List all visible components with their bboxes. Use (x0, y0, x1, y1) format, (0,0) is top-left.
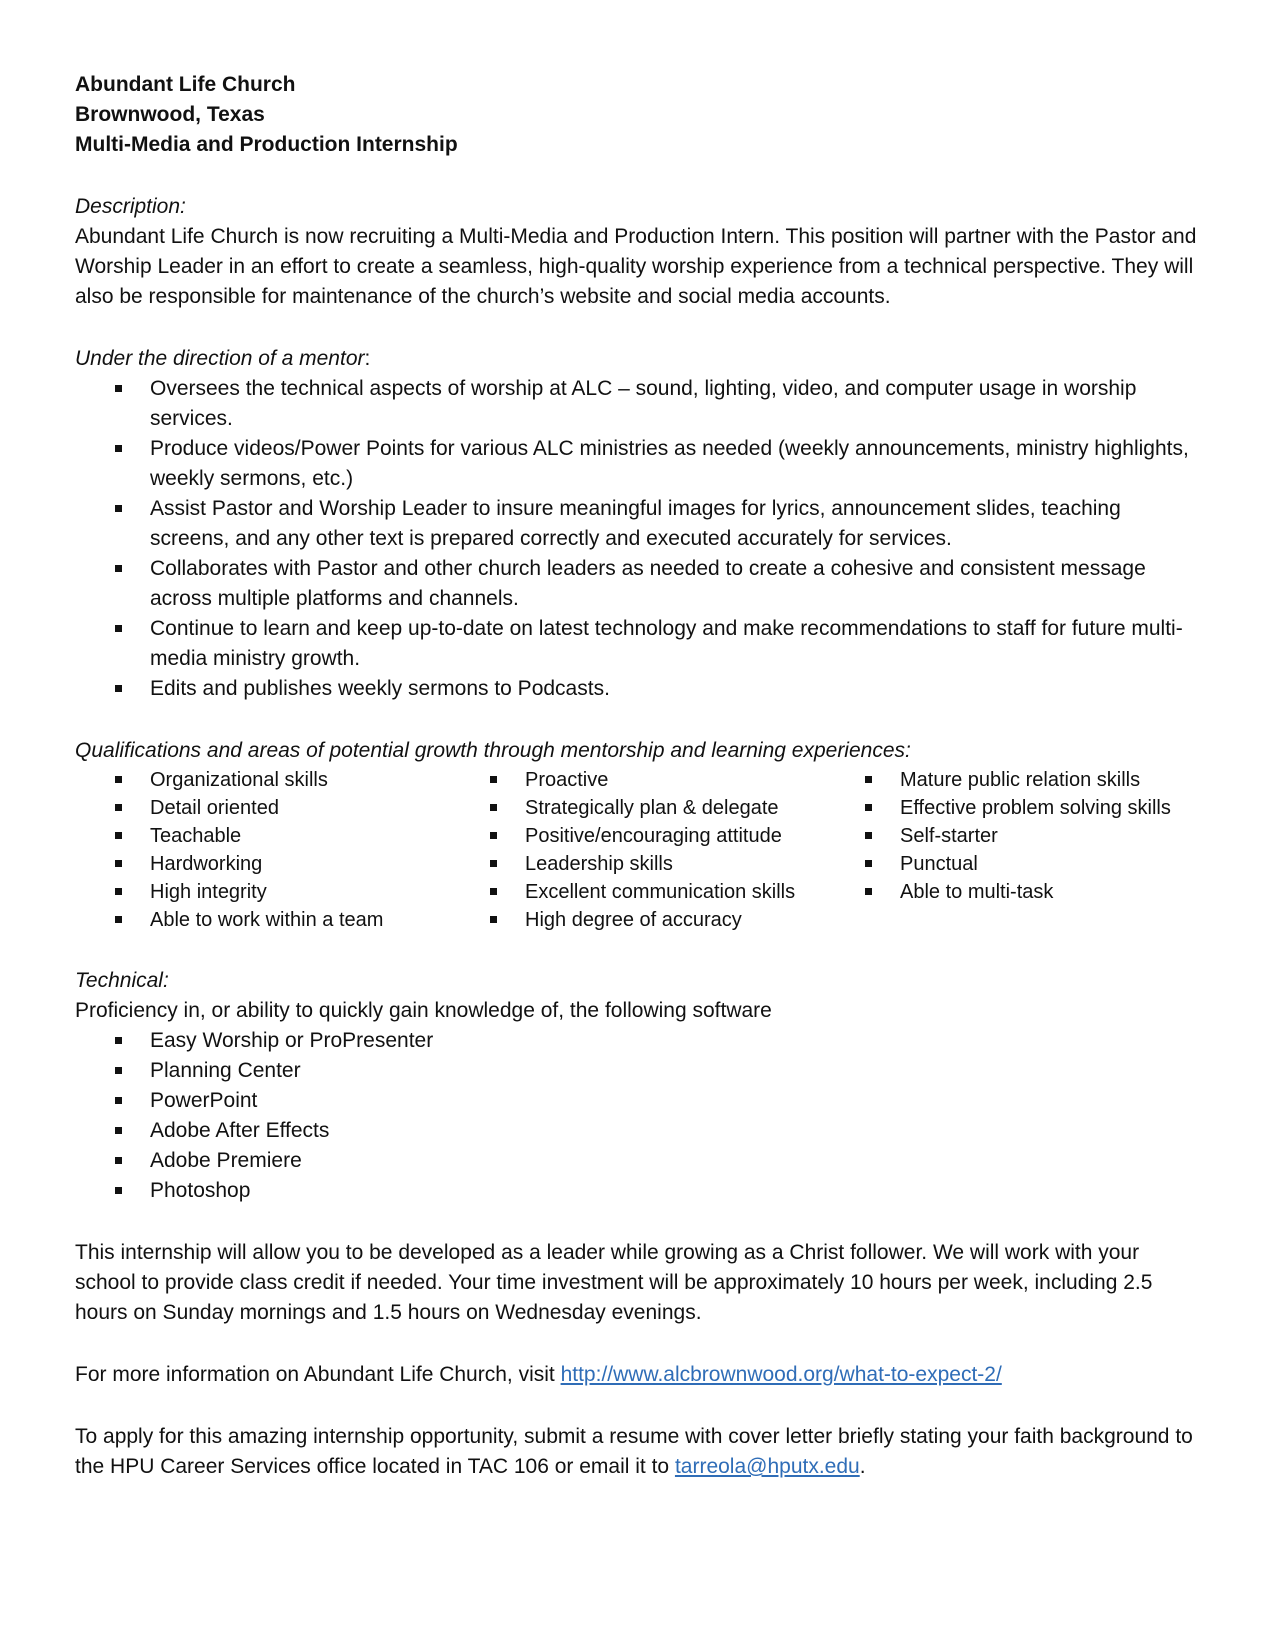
list-item: Able to work within a team (75, 906, 450, 934)
internship-title: Multi-Media and Production Internship (75, 133, 458, 156)
church-location: Brownwood, Texas (75, 103, 265, 126)
technical-section (75, 966, 1205, 1206)
description-section (75, 192, 1205, 312)
list-item: Adobe Premiere (75, 1146, 1205, 1176)
list-item: Continue to learn and keep up-to-date on latest technology and make recommendations to staff for future multi-media ministry growth. (75, 614, 1205, 674)
apply-text: To apply for this amazing internship opportunity, submit a resume with cover letter briefly stating your faith background to the HPU Career Services office located in TAC 106 or email it to (75, 1425, 1193, 1478)
closing-paragraph: This internship will allow you to be developed as a leader while growing as a Christ follower. We will work with your school to provide class credit if needed. Your time investment will be approximately 10 hours per week, including 2.5 hours on Sunday mornings and 1.5 hours on Wednesday evenings. (75, 1241, 1153, 1324)
info-paragraph (75, 1360, 1205, 1390)
list-item: High integrity (75, 878, 450, 906)
website-link[interactable]: http://www.alcbrownwood.org/what-to-expect-2/ (560, 1363, 1002, 1386)
mentor-list (75, 374, 1205, 704)
list-item: Positive/encouraging attitude (450, 822, 825, 850)
document-header (75, 70, 1205, 160)
list-item: Self-starter (825, 822, 1205, 850)
list-item: Oversees the technical aspects of worship at ALC – sound, lighting, video, and computer usage in worship services. (75, 374, 1205, 434)
list-item: Excellent communication skills (450, 878, 825, 906)
list-item: Strategically plan & delegate (450, 794, 825, 822)
list-item: Adobe After Effects (75, 1116, 1205, 1146)
list-item: Collaborates with Pastor and other church leaders as needed to create a cohesive and consistent message across multiple platforms and channels. (75, 554, 1205, 614)
list-item: High degree of accuracy (450, 906, 825, 934)
list-item: Able to multi-task (825, 878, 1205, 906)
email-link[interactable]: tarreola@hputx.edu (674, 1455, 860, 1478)
technical-label: Technical: (75, 969, 169, 992)
qualifications-column-2 (450, 766, 825, 934)
church-name: Abundant Life Church (75, 73, 296, 96)
list-item: PowerPoint (75, 1086, 1205, 1116)
software-list (75, 1026, 1205, 1206)
qualifications-section (75, 736, 1205, 934)
apply-suffix: . (859, 1455, 866, 1478)
list-item: Punctual (825, 850, 1205, 878)
list-item: Teachable (75, 822, 450, 850)
qualifications-column-3 (825, 766, 1205, 934)
list-item: Produce videos/Power Points for various ALC ministries as needed (weekly announcements, ministry highlights, weekly sermons, etc.) (75, 434, 1205, 494)
list-item: Detail oriented (75, 794, 450, 822)
qualifications-columns (75, 766, 1205, 934)
list-item: Effective problem solving skills (825, 794, 1205, 822)
list-item: Mature public relation skills (825, 766, 1205, 794)
list-item: Organizational skills (75, 766, 450, 794)
list-item: Assist Pastor and Worship Leader to insure meaningful images for lyrics, announcement slides, teaching screens, and any other text is prepared correctly and executed accurately for services. (75, 494, 1205, 554)
list-item: Edits and publishes weekly sermons to Podcasts. (75, 674, 1205, 704)
mentor-label: Under the direction of a mentor (75, 347, 365, 370)
description-label: Description: (75, 195, 186, 218)
list-item: Leadership skills (450, 850, 825, 878)
qualifications-column-1 (75, 766, 450, 934)
technical-intro: Proficiency in, or ability to quickly gain knowledge of, the following software (75, 999, 772, 1022)
list-item: Hardworking (75, 850, 450, 878)
document-page (75, 70, 1205, 1482)
list-item: Photoshop (75, 1176, 1205, 1206)
mentor-colon: : (364, 347, 371, 370)
list-item: Proactive (450, 766, 825, 794)
apply-paragraph (75, 1422, 1205, 1482)
info-text: For more information on Abundant Life Church, visit (75, 1363, 561, 1386)
list-item: Planning Center (75, 1056, 1205, 1086)
description-text: Abundant Life Church is now recruiting a Multi-Media and Production Intern. This position will partner with the Pastor and Worship Leader in an effort to create a seamless, high-quality worship experience from a technical perspective. They will also be responsible for maintenance of the church’s website and social media accounts. (75, 225, 1197, 308)
list-item: Easy Worship or ProPresenter (75, 1026, 1205, 1056)
mentor-heading (75, 344, 1205, 374)
qualifications-label: Qualifications and areas of potential growth through mentorship and learning experiences: (75, 739, 911, 762)
mentor-section (75, 344, 1205, 704)
